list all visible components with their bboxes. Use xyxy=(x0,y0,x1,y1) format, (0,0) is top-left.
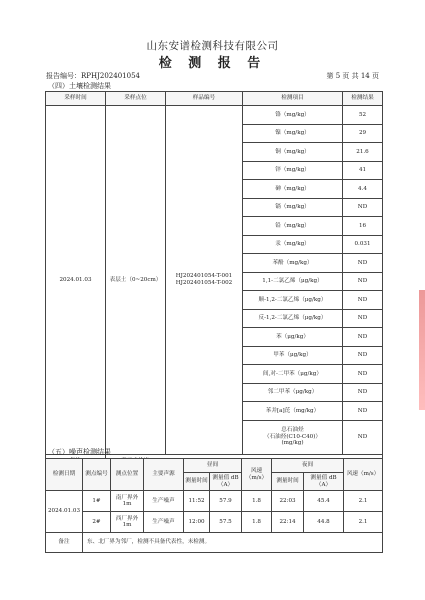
test-item: 汞（mg/kg） xyxy=(243,235,343,254)
sampling-date: 2024.01.03 xyxy=(46,106,106,455)
point-location: 南厂界外1m xyxy=(111,491,144,512)
header-test-item: 检测项目 xyxy=(243,92,343,106)
header-night-value: 测量值 dB（A） xyxy=(304,473,344,491)
main-source: 生产噪声 xyxy=(144,512,184,533)
header-daytime: 昼间 xyxy=(184,459,242,473)
point-no: 2# xyxy=(83,512,111,533)
test-result: 21.6 xyxy=(343,143,383,162)
day-wind: 1.8 xyxy=(242,491,272,512)
test-item: 锌（mg/kg） xyxy=(243,161,343,180)
test-item-tph xyxy=(243,420,343,454)
point-location: 西厂界外1m xyxy=(111,512,144,533)
sample-numbers xyxy=(166,106,243,455)
main-source: 生产噪声 xyxy=(144,491,184,512)
header-sampling-time: 采样时间 xyxy=(46,92,106,106)
noise-results-table xyxy=(45,458,383,553)
day-wind: 1.8 xyxy=(242,512,272,533)
header-main-source: 主要声源 xyxy=(144,459,184,491)
header-point-location: 测点位置 xyxy=(111,459,144,491)
test-item: 苯（μg/kg） xyxy=(243,328,343,347)
test-result: 29 xyxy=(343,124,383,143)
test-result: ND xyxy=(343,365,383,384)
day-value: 57.9 xyxy=(210,491,242,512)
sample-number-2: HJ202401054-T-002 xyxy=(175,279,233,286)
point-no: 1# xyxy=(83,491,111,512)
day-value: 57.5 xyxy=(210,512,242,533)
noise-header-row-1 xyxy=(46,459,383,473)
test-item: 顺-1,2-二氯乙烯（μg/kg） xyxy=(243,291,343,310)
seal-edge-mark xyxy=(419,290,425,410)
test-item: 砷（mg/kg） xyxy=(243,180,343,199)
night-wind: 2.1 xyxy=(344,512,383,533)
night-wind: 2.1 xyxy=(344,491,383,512)
report-number: 报告编号：RPHJ202401054 xyxy=(46,72,140,80)
day-time: 11:52 xyxy=(184,491,210,512)
soil-header-row xyxy=(46,92,383,106)
tph-line-2: （石油烃(C10-C40)） xyxy=(263,433,322,440)
header-sampling-location: 采样点位 xyxy=(106,92,166,106)
document-title: 检 测 报 告 xyxy=(158,56,267,71)
note-text: ND 表示未检出。 xyxy=(106,454,383,468)
test-result: 4.4 xyxy=(343,180,383,199)
header-test-result: 检测结果 xyxy=(343,92,383,106)
header-night-time: 测量时间 xyxy=(272,473,304,491)
soil-section-title: （四）土壤检测结果 xyxy=(48,82,111,90)
test-result: 0.031 xyxy=(343,235,383,254)
test-result: ND xyxy=(343,328,383,347)
tph-line-3: (mg/kg) xyxy=(281,440,304,447)
test-item: 铬（mg/kg） xyxy=(243,106,343,125)
test-result: ND xyxy=(343,402,383,421)
table-row xyxy=(46,512,383,533)
header-nighttime: 夜间 xyxy=(272,459,344,473)
test-result: ND xyxy=(343,346,383,365)
header-day-value: 测量值 dB（A） xyxy=(210,473,242,491)
table-row xyxy=(46,491,383,512)
table-row xyxy=(46,106,383,125)
test-item: 邻二甲苯（μg/kg） xyxy=(243,383,343,402)
test-result: ND xyxy=(343,254,383,273)
header-sample-number: 样品编号 xyxy=(166,92,243,106)
test-result: ND xyxy=(343,420,383,454)
tph-line-1: 总石油烃 xyxy=(281,427,304,434)
test-result: 52 xyxy=(343,106,383,125)
header-wind-speed-night: 风速（m/s） xyxy=(344,459,383,491)
test-result: 41 xyxy=(343,161,383,180)
night-time: 22:03 xyxy=(272,491,304,512)
test-item: 反-1,2-二氯乙烯（μg/kg） xyxy=(243,309,343,328)
soil-results-table xyxy=(45,91,383,469)
test-result: ND xyxy=(343,383,383,402)
sampling-location: 表层土（0~20cm） xyxy=(106,106,166,455)
test-item: 苯并[a]芘（mg/kg） xyxy=(243,402,343,421)
day-time: 12:00 xyxy=(184,512,210,533)
night-value: 45.4 xyxy=(304,491,344,512)
header-point-no: 测点编号 xyxy=(83,459,111,491)
header-wind-speed-day: 风速（m/s） xyxy=(242,459,272,491)
page-info: 第 5 页 共 14 页 xyxy=(326,72,379,80)
test-item: 镉（mg/kg） xyxy=(243,198,343,217)
test-item: 甲苯（μg/kg） xyxy=(243,346,343,365)
test-item: 镍（mg/kg） xyxy=(243,124,343,143)
note-text: 东、北厂界为邻厂，检测不具备代表性，未检测。 xyxy=(83,533,383,553)
header-test-date: 检测日期 xyxy=(46,459,83,491)
test-item: 铅（mg/kg） xyxy=(243,217,343,236)
sample-number-1: HJ202401054-T-001 xyxy=(175,273,233,280)
test-result: ND xyxy=(343,309,383,328)
test-item: 间,对-二甲苯（μg/kg） xyxy=(243,365,343,384)
note-label: 备注 xyxy=(46,533,83,553)
night-value: 44.8 xyxy=(304,512,344,533)
test-result: ND xyxy=(343,272,383,291)
header-day-time: 测量时间 xyxy=(184,473,210,491)
test-item: 1,1-二氯乙烯（μg/kg） xyxy=(243,272,343,291)
test-result: ND xyxy=(343,291,383,310)
test-result: 16 xyxy=(343,217,383,236)
noise-section-title: （五）噪声检测结果 xyxy=(48,448,111,456)
company-name: 山东安谱检测科技有限公司 xyxy=(146,40,279,52)
noise-date: 2024.01.03 xyxy=(46,491,83,533)
test-result: ND xyxy=(343,198,383,217)
night-time: 22:14 xyxy=(272,512,304,533)
test-item: 铜（mg/kg） xyxy=(243,143,343,162)
test-item: 苯酚（mg/kg） xyxy=(243,254,343,273)
note-label: 备注 xyxy=(46,454,106,468)
noise-note-row xyxy=(46,533,383,553)
